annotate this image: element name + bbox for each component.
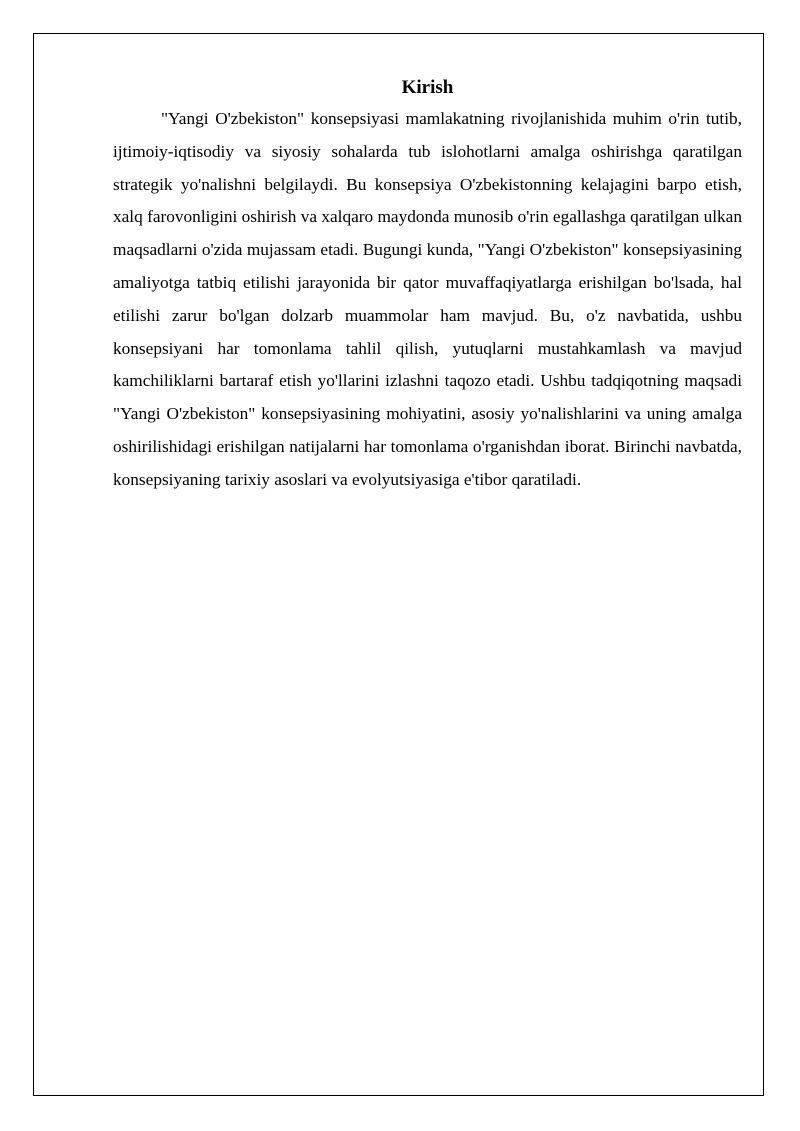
document-title: Kirish: [401, 77, 454, 98]
document-body: [113, 75, 742, 497]
intro-paragraph: "Yangi O'zbekiston" konsepsiyasi mamlakatning rivojlanishida muhim o'rin tutib, ijtimoiy-iqtisodiy va siyosiy sohalarda tub islohotlarni amalga oshirishga qaratilgan strategik yo'nalishni belgilaydi. Bu konsepsiya O'zbekistonning kelajagini barpo etish, xalq farovonligini oshirish va xalqaro maydonda munosib o'rin egallashga qaratilgan ulkan maqsadlarni o'zida mujassam etadi. Bugungi kunda, "Yangi O'zbekiston" konsepsiyasining amaliyotga tatbiq etilishi jarayonida bir qator muvaffaqiyatlarga erishilgan bo'lsada, hal etilishi zarur bo'lgan dolzarb muammolar ham mavjud. Bu, o'z navbatida, ushbu konsepsiyani har tomonlama tahlil qilish, yutuqlarni mustahkamlash va mavjud kamchiliklarni bartaraf etish yo'llarini izlashni taqozo etadi. Ushbu tadqiqotning maqsadi "Yangi O'zbekiston" konsepsiyasining mohiyatini, asosiy yo'nalishlarini va uning amalga oshirilishidagi erishilgan natijalarni har tomonlama o'rganishdan iborat. Birinchi navbatda, konsepsiyaning tarixiy asoslari va evolyutsiyasiga e'tibor qaratiladi.: [113, 109, 742, 489]
